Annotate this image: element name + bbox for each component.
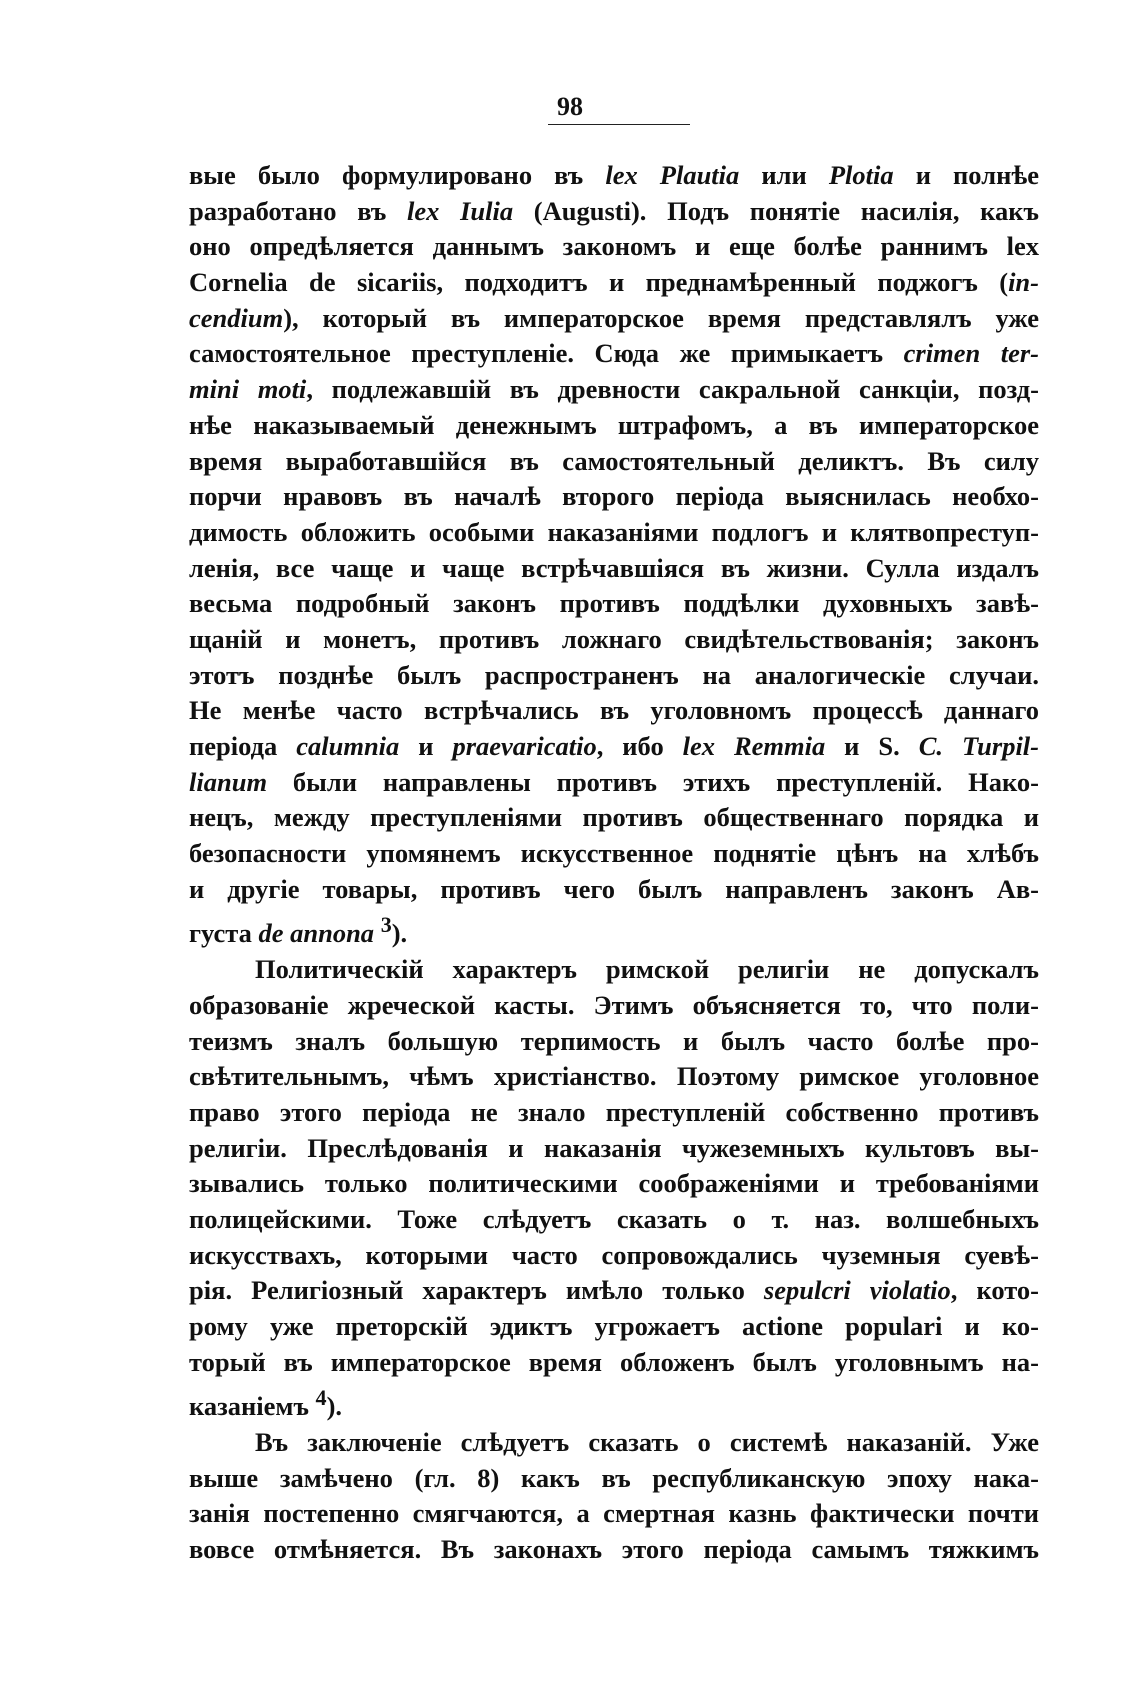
text-line: lianum были направлены противъ этихъ преступленій. Нако- bbox=[189, 766, 1039, 797]
text-line: Политическій характеръ римской религіи не допускалъ bbox=[255, 954, 1039, 985]
text-line: cendium), который въ императорское время представлялъ уже bbox=[189, 302, 1039, 333]
text-line: Въ заключеніе слѣдуетъ сказать о системѣ наказаній. Уже bbox=[255, 1427, 1039, 1458]
text-line: порчи нравовъ въ началѣ второго періода выяснилась необхо- bbox=[189, 481, 1039, 512]
text-line: оно опредѣляется даннымъ закономъ и еще болѣе раннимъ lex bbox=[189, 231, 1039, 262]
text-line: этотъ позднѣе былъ распространенъ на аналогическіе случаи. bbox=[189, 659, 1039, 690]
text-line: самостоятельное преступленіе. Сюда же примыкаетъ crimen ter- bbox=[189, 338, 1040, 369]
text-line: полицейскими. Тоже слѣдуетъ сказать о т. наз. волшебныхъ bbox=[189, 1203, 1039, 1234]
text-line: искусствахъ, которыми часто сопровождались чуземныя суевѣ- bbox=[189, 1239, 1039, 1270]
text-line: занія постепенно смягчаются, а смертная казнь фактически почти bbox=[189, 1498, 1039, 1529]
text-line: свѣтительнымъ, чѣмъ христіанство. Поэтому римское уголовное bbox=[189, 1061, 1039, 1092]
text-line: Cornelia de sicariis, подходитъ и преднамѣренный поджогъ (in- bbox=[189, 267, 1039, 298]
text-line: время выработавшійся въ самостоятельный деликтъ. Въ силу bbox=[189, 445, 1039, 476]
text-line: религіи. Преслѣдованія и наказанія чужеземныхъ культовъ вы- bbox=[189, 1132, 1039, 1163]
text-line: разработано въ lex Iulia (Augusti). Подъ понятіе насилія, какъ bbox=[189, 195, 1039, 226]
text-line: образованіе жреческой касты. Этимъ объясняется то, что поли- bbox=[189, 989, 1039, 1020]
text-line: Не менѣе часто встрѣчались въ уголовномъ процессѣ даннаго bbox=[189, 695, 1039, 726]
text-line: рому уже преторскій эдиктъ угрожаетъ actione populari и ко- bbox=[189, 1311, 1039, 1341]
page-number: 98 bbox=[557, 92, 583, 121]
text-line: и другіе товары, противъ чего былъ направленъ законъ Ав- bbox=[189, 873, 1039, 904]
text-line: право этого періода не знало преступленій собственно противъ bbox=[189, 1096, 1039, 1127]
text-line: казаніемъ $^4$). bbox=[189, 1385, 343, 1422]
text-line: нецъ, между преступленіями противъ общественнаго порядка и bbox=[189, 802, 1039, 833]
text-line: безопасности упомянемъ искусственное поднятіе цѣнъ на хлѣбъ bbox=[189, 838, 1039, 869]
text-line: mini moti, подлежавшій въ древности сакральной санкціи, позд- bbox=[189, 374, 1040, 405]
body-text bbox=[189, 158, 1039, 1568]
text-line: щаній и монетъ, противъ ложнаго свидѣтельствованія; законъ bbox=[189, 623, 1039, 654]
text-line: густа de annona $^3$). bbox=[189, 912, 408, 949]
text-line: весьма подробный законъ противъ поддѣлки духовныхъ завѣ- bbox=[189, 588, 1039, 619]
text-line: димость обложить особыми наказаніями подлогъ и клятвопреступ- bbox=[189, 516, 1039, 547]
text-line: вые было формулировано въ lex Plautia или Plotia и полнѣе bbox=[189, 160, 1040, 190]
paragraph bbox=[189, 952, 1039, 1422]
text-line: вовсе отмѣняется. Въ законахъ этого періода самымъ тяжкимъ bbox=[189, 1534, 1039, 1565]
text-line: зывались только политическими соображеніями и требованіями bbox=[189, 1168, 1039, 1199]
header-rule bbox=[548, 124, 690, 125]
text-line: ленія, все чаще и чаще встрѣчавшіяся въ жизни. Сулла издалъ bbox=[189, 552, 1039, 583]
text-line: торый въ императорское время обложенъ былъ уголовнымъ на- bbox=[189, 1346, 1039, 1377]
paragraph bbox=[189, 158, 1040, 949]
text-line: выше замѣчено (гл. 8) какъ въ республиканскую эпоху нака- bbox=[189, 1462, 1039, 1493]
paragraph bbox=[189, 1425, 1039, 1568]
text-line: нѣе наказываемый денежнымъ штрафомъ, а въ императорское bbox=[189, 409, 1039, 440]
text-line: теизмъ зналъ большую терпимость и былъ часто болѣе про- bbox=[189, 1025, 1039, 1056]
text-line: рія. Религіозный характеръ имѣло только sepulcri violatio, кото- bbox=[189, 1275, 1039, 1306]
text-line: періода calumnia и praevaricatio, ибо lex Remmia и S. C. Turpil- bbox=[189, 731, 1039, 761]
